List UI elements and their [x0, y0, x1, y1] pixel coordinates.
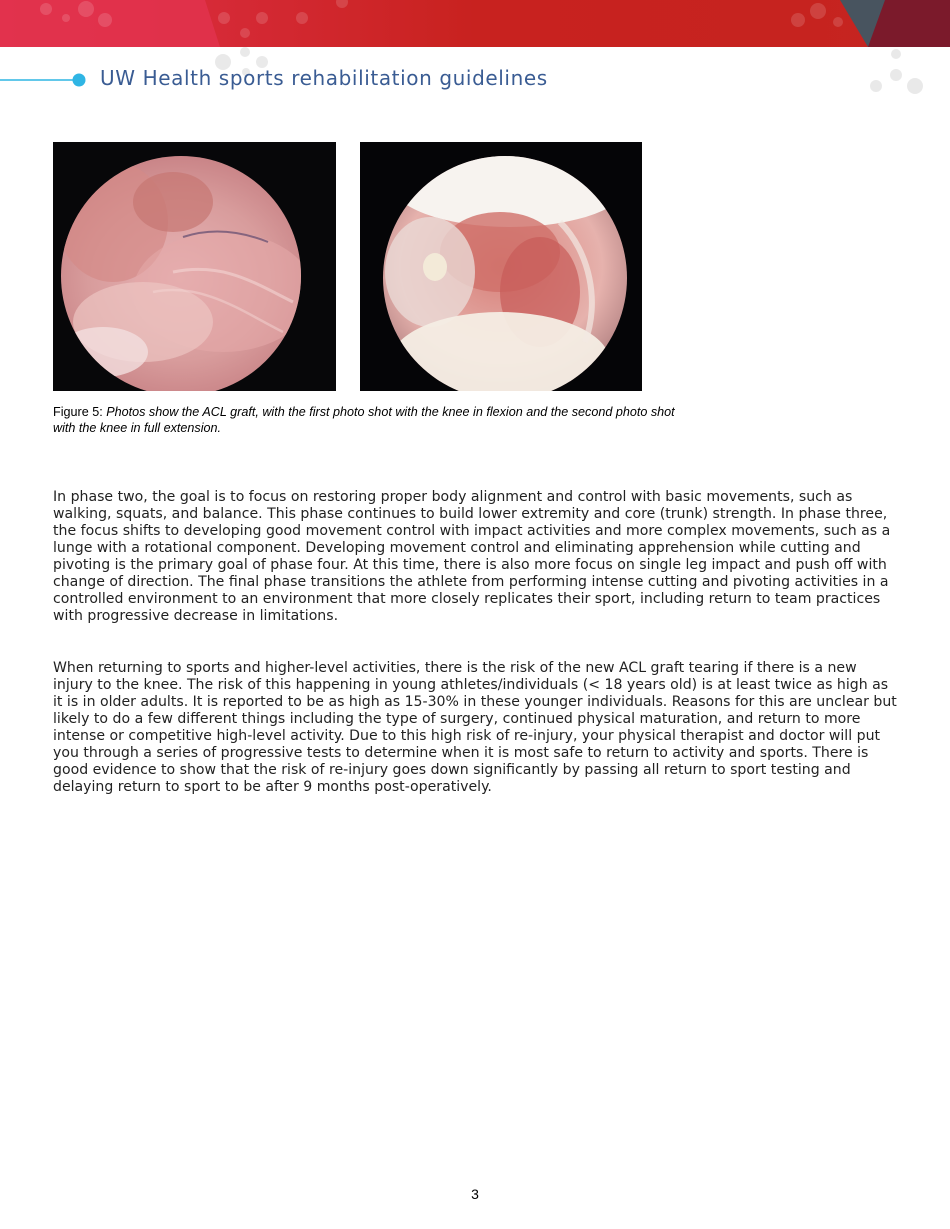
body-paragraph-reinjury-risk: When returning to sports and higher-level activities, there is the risk of the new ACL graft tearing if there is a new injury to the knee. The risk of this happening in young athletes/individuals (< 18 years old) is at least twice as high as it is in older adults. It is reported to be as high as 15-30% in these younger individuals. Reasons for this are unclear but likely to do a few different things including the type of surgery, continued physical maturation, and return to more intense or competitive high-level activity. Due to this high risk of re-injury, your physical therapist and doctor will put you through a series of progressive tests to determine when it is most safe to return to activity and sports. There is good evidence to show that the risk of re-injury goes down significantly by passing all return to sport testing and delaying return to sport to be after 9 months post-operatively.	[53, 660, 897, 795]
acl-graft-photo-extension	[360, 142, 642, 391]
acl-graft-photo-flexion	[53, 142, 336, 391]
page-header-title: UW Health sports rehabilitation guidelines	[100, 66, 548, 90]
figure-label: Figure 5:	[53, 405, 103, 419]
body-paragraph-phases: In phase two, the goal is to focus on restoring proper body alignment and control with basic movements, such as walking, squats, and balance. This phase continues to build lower extremity and core (trunk) strength. In phase three, the focus shifts to developing good movement control with impact activities and more complex movements, such as a lunge with a rotational component. Developing movement control and eliminating apprehension while cutting and pivoting is the primary goal of phase four. At this time, there is also more focus on single leg impact and push off with change of direction. The final phase transitions the athlete from performing intense cutting and pivoting activities in a controlled environment to an environment that more closely replicates their sport, including return to team practices with progressive decrease in limitations.	[53, 489, 891, 624]
page-number: 3	[471, 1186, 479, 1202]
figure-caption	[53, 404, 693, 436]
figure-caption-text: Photos show the ACL graft, with the first photo shot with the knee in flexion and the second photo shot with the knee in full extension.	[53, 405, 675, 435]
